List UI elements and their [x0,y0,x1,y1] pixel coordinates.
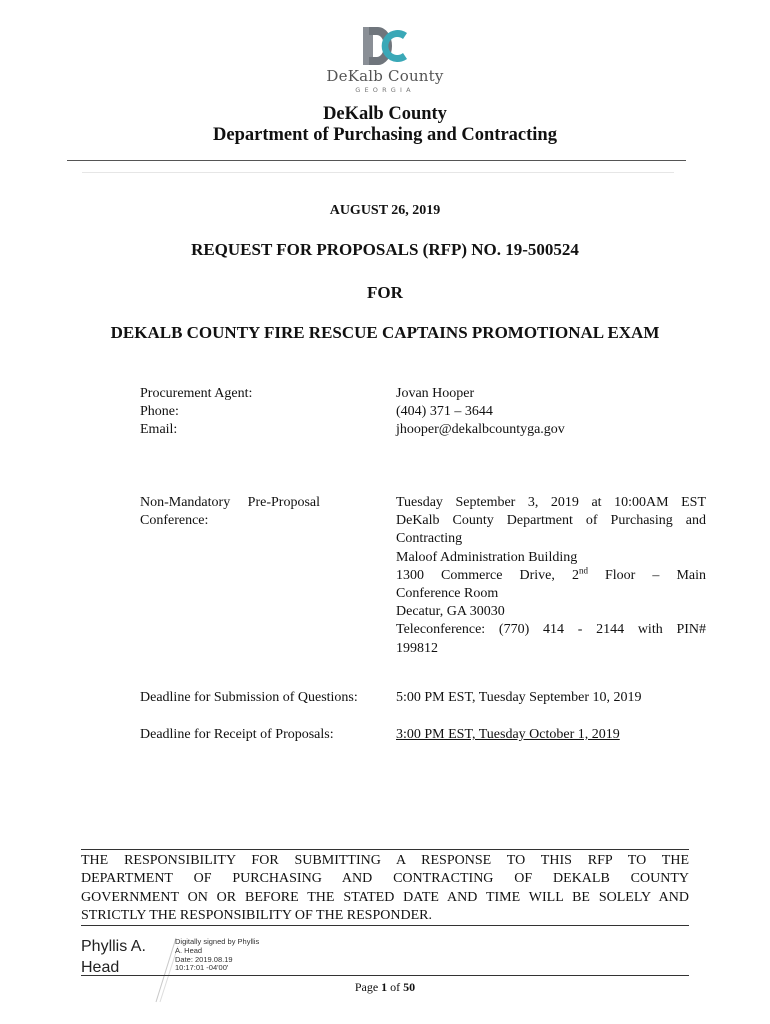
proposals-deadline-label: Deadline for Receipt of Proposals: [140,727,334,742]
conference-label-line2: Conference: [140,513,209,529]
rfp-number-title: REQUEST FOR PROPOSALS (RFP) NO. 19-500524 [191,240,579,259]
contact-values [396,385,706,440]
email-label: Email: [140,422,178,438]
project-title: DEKALB COUNTY FIRE RESCUE CAPTAINS PROMOTIONAL EXAM [110,323,660,342]
agent-name: Jovan Hooper [396,386,475,401]
teleconference-pin: 199812 [396,640,438,656]
responsibility-notice [81,852,689,925]
contact-labels [140,385,252,440]
notice-top-rule [81,849,689,850]
proposals-deadline-value: 3:00 PM EST, Tuesday October 1, 2019 [396,727,620,742]
notice-line2: DEPARTMENT OF PURCHASING AND CONTRACTING OF DEKALB COUNTY [81,871,689,887]
conference-label [140,494,320,530]
agent-label: Procurement Agent: [140,386,253,401]
header-divider [67,160,686,161]
conference-city: Decatur, GA 30030 [396,604,505,620]
email-address[interactable]: jhooper@dekalbcountyga.gov [396,422,565,438]
department-name: Department of Purchasing and Contracting [213,125,557,145]
notice-line4: STRICTLY THE RESPONSIBILITY OF THE RESPONDER. [81,907,432,923]
notice-line1: THE RESPONSIBILITY FOR SUBMITTING A RESPONSE TO THIS RFP TO THE [81,853,689,868]
questions-deadline-label: Deadline for Submission of Questions: [140,690,358,705]
conference-building: Maloof Administration Building [396,549,578,565]
for-label: FOR [367,283,403,302]
conference-details [396,494,706,658]
logo-sub: GEORGIA [355,86,415,94]
digital-signature-details: Digitally signed by Phyllis A. Head Date: 2019.08.19 10:17:01 -04'00' [175,937,260,973]
questions-deadline-value: 5:00 PM EST, Tuesday September 10, 2019 [396,690,642,705]
digital-signature-name: Phyllis A. Head [81,938,146,976]
conference-room: Conference Room [396,586,499,602]
logo-name: DeKalb County [326,67,444,85]
notice-line3: GOVERNMENT ON OR BEFORE THE STATED DATE AND TIME WILL BE SOLELY AND [81,889,689,905]
footer-rule [81,975,689,976]
phone-number: (404) 371 – 3644 [396,404,493,420]
org-name: DeKalb County [323,104,447,124]
conference-label-line1: Non-Mandatory Pre-Proposal [140,495,320,510]
dekalb-county-logo-icon [360,24,410,68]
issue-date: AUGUST 26, 2019 [329,203,441,218]
conference-venue-line2: Contracting [396,531,463,547]
conference-when: Tuesday September 3, 2019 at 10:00AM EST [396,495,706,510]
teleconference-line1: Teleconference: (770) 414 - 2144 with PIN# [396,622,706,638]
conference-address: 1300 Commerce Drive, 2nd Floor – Main [396,565,706,583]
phone-label: Phone: [140,404,179,420]
notice-bottom-rule [81,925,689,926]
header-divider-faint [82,172,674,173]
page-number: Page 1 of 50 [354,980,416,994]
conference-venue-line1: DeKalb County Department of Purchasing and [396,513,706,529]
